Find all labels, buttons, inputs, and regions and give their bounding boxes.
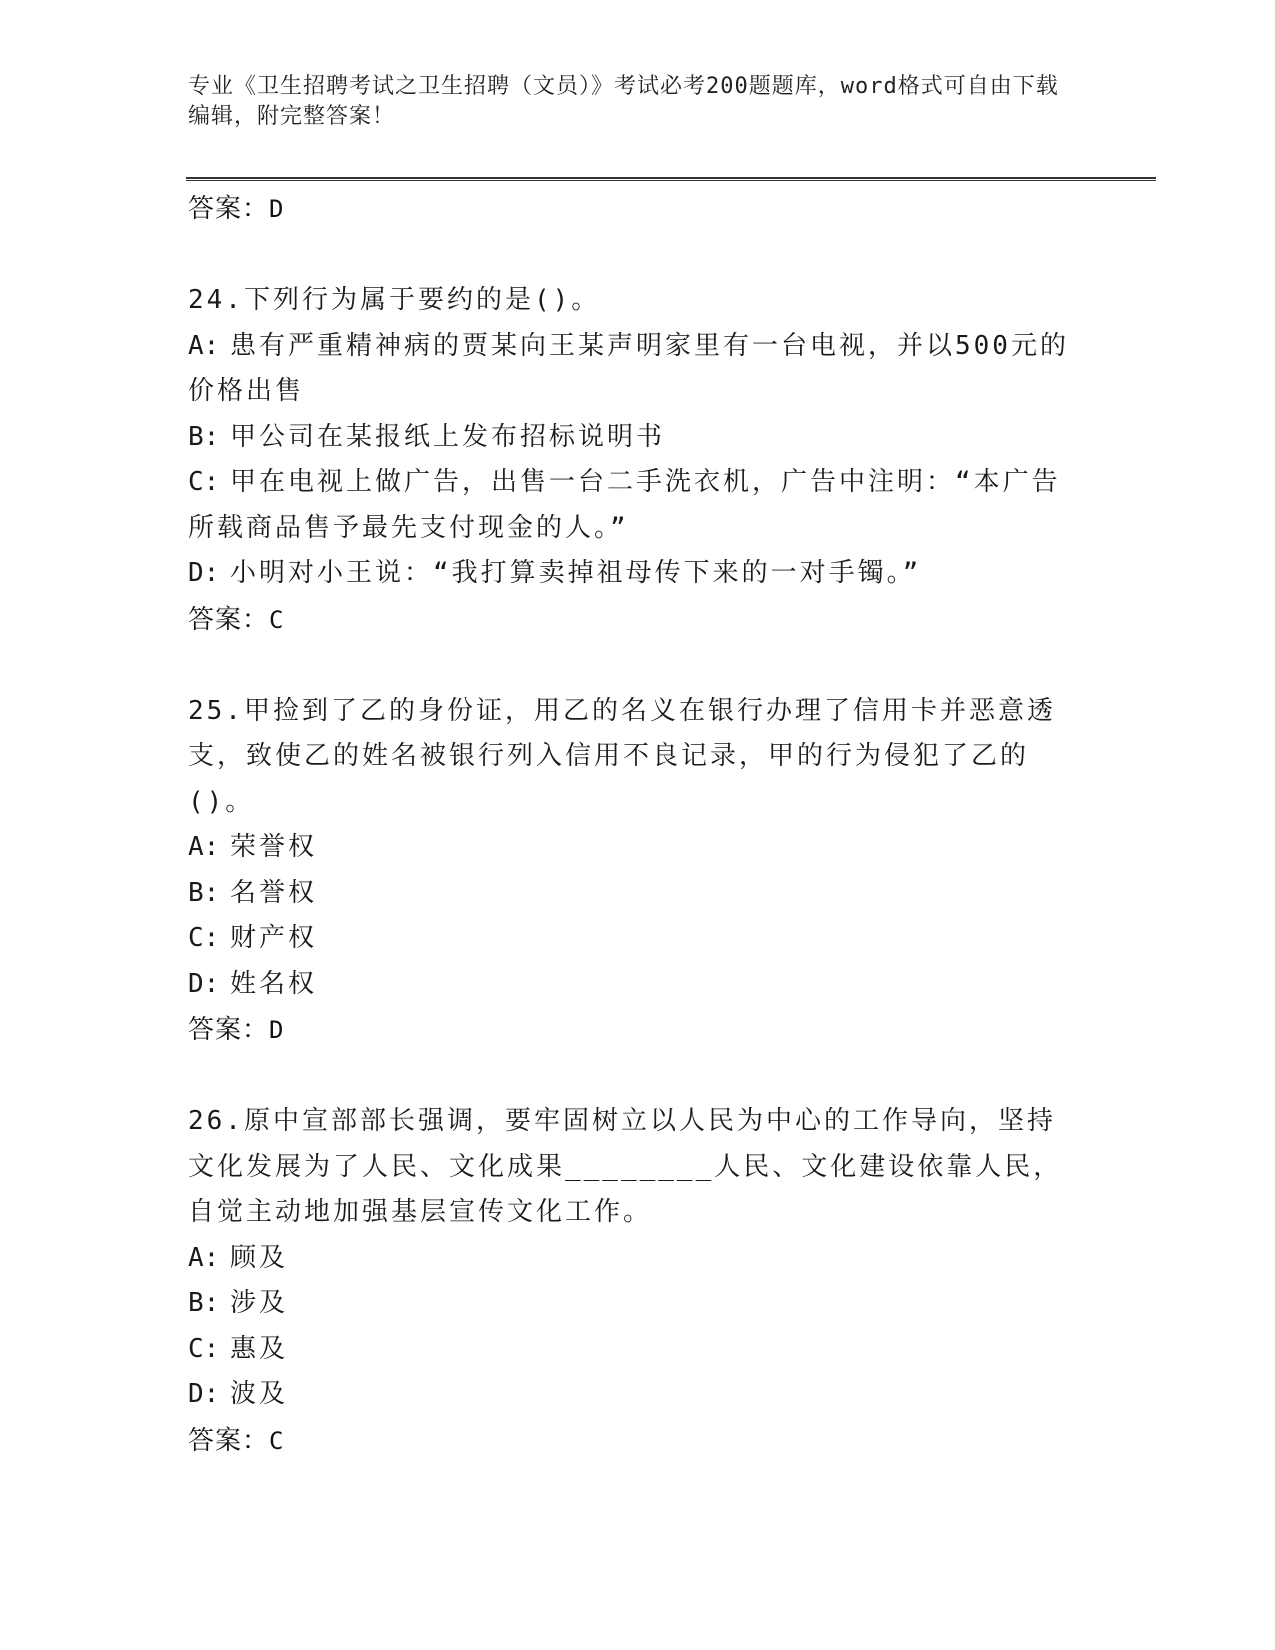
- option-key: B:: [188, 1288, 220, 1318]
- option-c: [188, 460, 1078, 551]
- option-key: A:: [188, 330, 220, 361]
- option-text: 姓名权: [230, 968, 318, 999]
- answer-value: D: [269, 1016, 285, 1044]
- option-text: 患有严重精神病的贾某向王某声明家里有一台电视，并以500元的价格出售: [188, 330, 1069, 406]
- option-a: [188, 825, 1078, 871]
- header-divider: [186, 177, 1156, 181]
- option-key: D:: [188, 1379, 220, 1409]
- answer-line: [188, 186, 1078, 232]
- question-stem: 25.甲捡到了乙的身份证，用乙的名义在银行办理了信用卡并恶意透支，致使乙的姓名被银行列入信用不良记录，甲的行为侵犯了乙的()。: [188, 695, 1056, 817]
- option-d: [188, 962, 1078, 1008]
- question-stem: 26.原中宣部部长强调，要牢固树立以人民为中心的工作导向，坚持文化发展为了人民、文化成果________人民、文化建设依靠人民，自觉主动地加强基层宣传文化工作。: [188, 1106, 1063, 1227]
- answer-line: [188, 597, 1078, 643]
- answer-value: C: [269, 1426, 285, 1455]
- answer-line: [188, 1418, 1078, 1464]
- question-block: [188, 689, 1078, 1054]
- option-b: [188, 871, 1078, 917]
- option-text: 波及: [230, 1379, 289, 1409]
- option-key: A:: [188, 1242, 220, 1273]
- option-key: D:: [188, 968, 220, 999]
- option-text: 甲在电视上做广告，出售一台二手洗衣机，广告中注明：“本广告所载商品售予最先支付现金的人。”: [188, 467, 1061, 543]
- option-key: A:: [188, 832, 220, 862]
- question-stem: 24.下列行为属于要约的是()。: [188, 285, 601, 315]
- option-text: 甲公司在某报纸上发布招标说明书: [230, 421, 666, 452]
- option-text: 小明对小王说：“我打算卖掉祖母传下来的一对手镯。”: [230, 558, 922, 588]
- answer-label: 答案：: [188, 194, 270, 224]
- option-key: C:: [188, 1333, 220, 1364]
- option-key: D:: [188, 558, 220, 588]
- option-d: [188, 1372, 1078, 1418]
- option-a: [188, 1236, 1078, 1282]
- option-text: 顾及: [230, 1242, 289, 1273]
- answer-value: D: [269, 195, 285, 223]
- question-block: [188, 278, 1078, 643]
- option-text: 惠及: [230, 1333, 289, 1364]
- option-key: B:: [188, 421, 220, 452]
- answer-value: C: [269, 605, 285, 634]
- question-block: [188, 1099, 1078, 1464]
- option-d: [188, 551, 1078, 597]
- question-list: [188, 186, 1078, 1464]
- option-text: 涉及: [230, 1288, 289, 1318]
- option-b: [188, 415, 1078, 461]
- option-a: [188, 324, 1078, 415]
- answer-label: 答案：: [188, 1015, 270, 1045]
- option-key: C:: [188, 467, 220, 497]
- option-key: B:: [188, 877, 220, 908]
- option-text: 名誉权: [230, 877, 318, 908]
- option-text: 荣誉权: [230, 832, 318, 862]
- option-key: C:: [188, 923, 220, 953]
- option-b: [188, 1281, 1078, 1327]
- option-c: [188, 916, 1078, 962]
- document-header: 专业《卫生招聘考试之卫生招聘（文员）》考试必考200题题库，word格式可自由下载编辑，附完整答案！: [188, 74, 1059, 129]
- answer-label: 答案：: [188, 604, 270, 635]
- option-text: 财产权: [230, 923, 318, 953]
- answer-label: 答案：: [188, 1425, 270, 1456]
- answer-line: [188, 1007, 1078, 1053]
- option-c: [188, 1327, 1078, 1373]
